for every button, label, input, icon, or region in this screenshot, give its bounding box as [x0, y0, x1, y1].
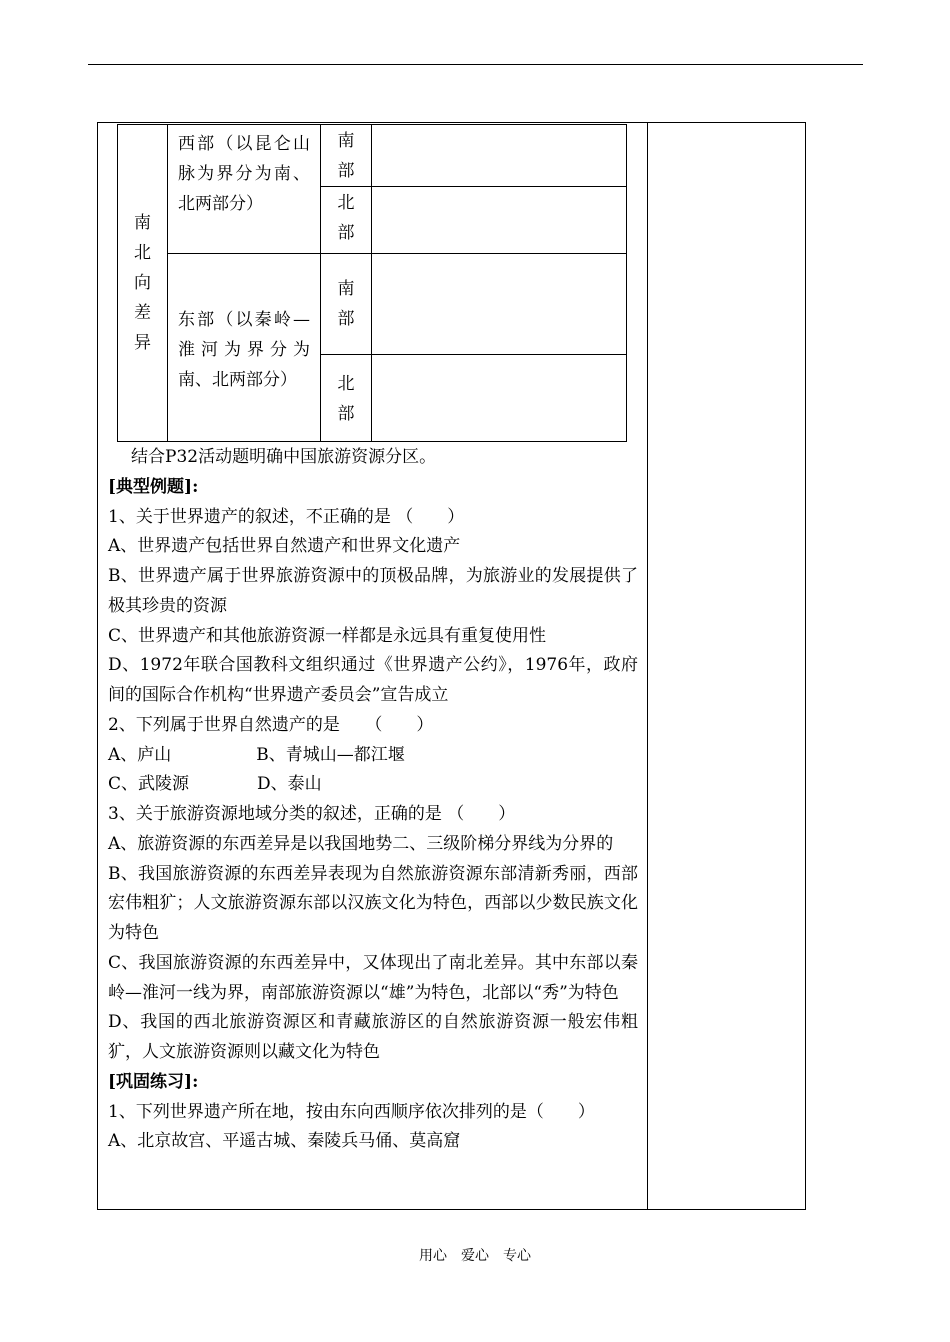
- north-south-label: 南北向差异: [134, 213, 151, 353]
- question-3-option-b: B、我国旅游资源的东西差异表现为自然旅游资源东部清新秀丽，西部宏伟粗犷；人文旅游资源东部以汉族文化为特色，西部以少数民族文化为特色: [108, 863, 638, 943]
- east-north-cell: [321, 355, 372, 442]
- practice-heading: [巩固练习]:: [108, 1071, 199, 1092]
- east-region-label: 东部（以秦岭—淮河为界分为南、北两部分）: [178, 309, 310, 390]
- west-region-label: 西部（以昆仑山脉为界分为南、北两部分）: [178, 134, 310, 214]
- east-north-answer-cell[interactable]: [372, 355, 627, 442]
- activity-note: 结合P32活动题明确中国旅游资源分区。: [131, 447, 437, 467]
- west-region-cell: [168, 125, 321, 254]
- worksheet-body: [108, 443, 638, 1157]
- west-north-label: 北部: [337, 193, 355, 243]
- west-south-label: 南部: [337, 131, 355, 181]
- west-south-answer-cell[interactable]: [372, 125, 627, 187]
- regional-difference-table: [117, 124, 627, 442]
- question-3-option-c: C、我国旅游资源的东西差异中，又体现出了南北差异。其中东部以秦岭—淮河一线为界，南部旅游资源以“雄”为特色，北部以“秀”为特色: [108, 952, 638, 1003]
- question-2-options-ab: A、庐山 B、青城山—都江堰: [108, 744, 405, 765]
- east-south-cell: [321, 254, 372, 355]
- practice-1-option-a: A、北京故宫、平遥古城、秦陵兵马俑、莫高窟: [108, 1131, 461, 1152]
- practice-1: 1、下列世界遗产所在地，按由东向西顺序依次排列的是（ ）: [108, 1101, 595, 1122]
- question-3-option-d: D、我国的西北旅游资源区和青藏旅游区的自然旅游资源一般宏伟粗犷，人文旅游资源则以藏文化为特色: [108, 1012, 638, 1062]
- page-footer: 用心 爱心 专心: [419, 1248, 531, 1264]
- question-1-option-c: C、世界遗产和其他旅游资源一样都是永远具有重复使用性: [108, 625, 547, 646]
- east-region-cell: [168, 254, 321, 442]
- examples-heading: [典型例题]:: [108, 476, 199, 497]
- east-south-label: 南部: [337, 279, 355, 329]
- west-north-cell: [321, 187, 372, 254]
- east-north-label: 北部: [337, 374, 355, 424]
- question-1: 1、关于世界遗产的叙述，不正确的是 （ ）: [108, 506, 465, 527]
- north-south-label-cell: [118, 125, 168, 442]
- question-1-option-a: A、世界遗产包括世界自然遗产和世界文化遗产: [108, 536, 461, 557]
- question-1-option-b: B、世界遗产属于世界旅游资源中的顶极品牌，为旅游业的发展提供了极其珍贵的资源: [108, 566, 638, 616]
- question-3: 3、关于旅游资源地域分类的叙述，正确的是 （ ）: [108, 804, 516, 824]
- notes-column-divider: [647, 122, 648, 1210]
- west-north-answer-cell[interactable]: [372, 187, 627, 254]
- question-2-options-cd: C、武陵源 D、泰山: [108, 774, 322, 795]
- west-south-cell: [321, 125, 372, 187]
- question-3-option-a: A、旅游资源的东西差异是以我国地势二、三级阶梯分界线为分界的: [108, 833, 614, 854]
- question-1-option-d: D、1972年联合国教科文组织通过《世界遗产公约》，1976年，政府间的国际合作机构“世界遗产委员会”宣告成立: [108, 655, 638, 705]
- header-rule: [88, 64, 863, 65]
- question-2: 2、下列属于世界自然遗产的是 （ ）: [108, 714, 434, 735]
- east-south-answer-cell[interactable]: [372, 254, 627, 355]
